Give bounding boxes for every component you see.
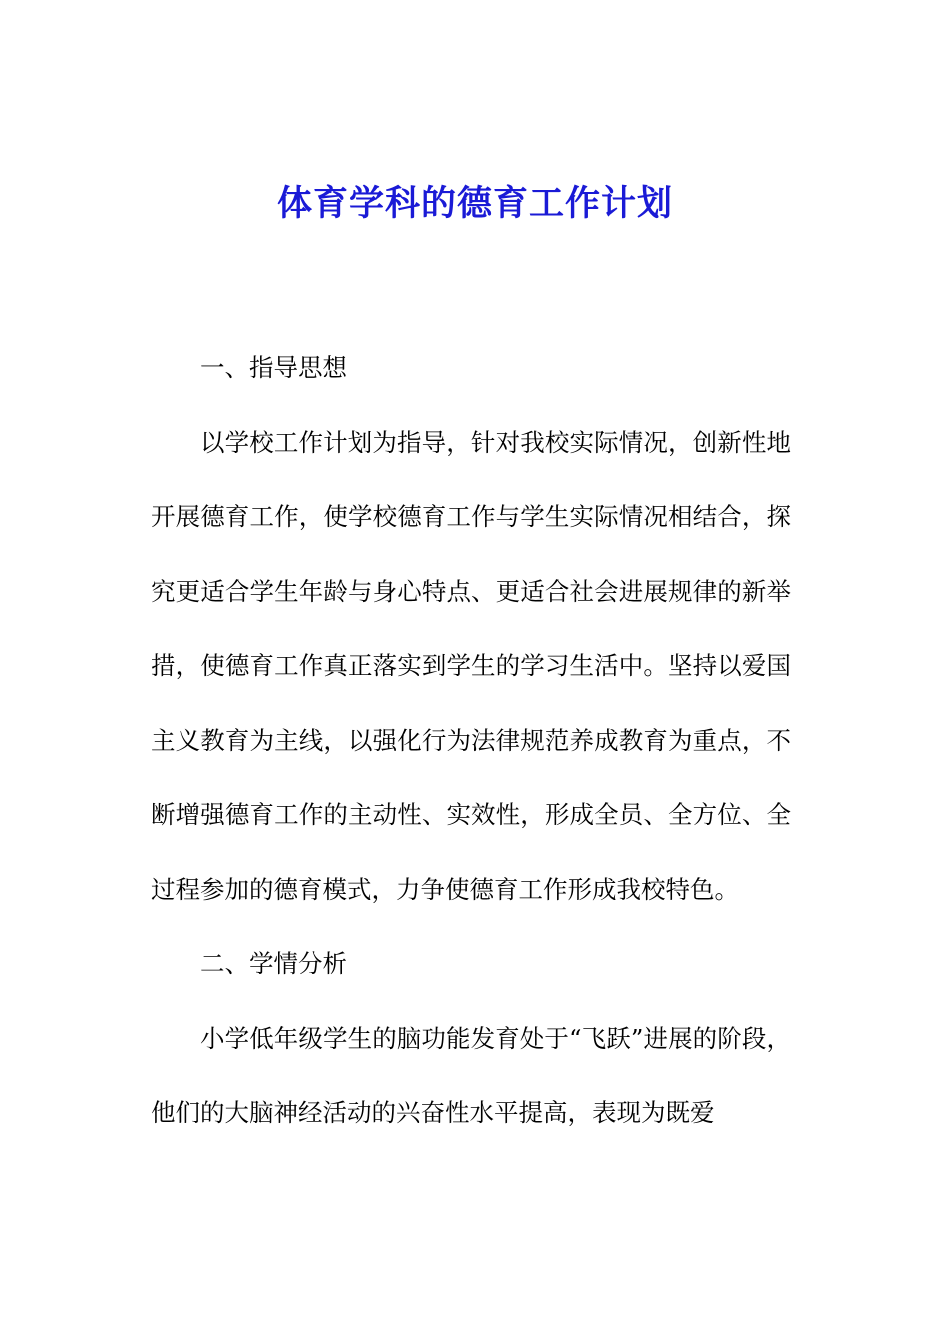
section-heading-guiding-ideology: 一、指导思想 bbox=[200, 353, 347, 382]
document-body bbox=[151, 331, 791, 1151]
section-heading-student-analysis: 二、学情分析 bbox=[200, 949, 347, 978]
document-title: 体育学科的德育工作计划 bbox=[276, 183, 673, 224]
section-paragraph-student-analysis: 小学低年级学生的脑功能发育处于“飞跃”进展的阶段，他们的大脑神经活动的兴奋性水平提高，表现为既爱 bbox=[151, 1023, 791, 1127]
section-paragraph-guiding-ideology: 以学校工作计划为指导，针对我校实际情况，创新性地开展德育工作，使学校德育工作与学生实际情况相结合，探究更适合学生年龄与身心特点、更适合社会进展规律的新举措，使德育工作真正落实到学生的学习生活中。坚持以爱国主义教育为主线，以强化行为法律规范养成教育为重点，不断增强德育工作的主动性、实效性，形成全员、全方位、全过程参加的德育模式，力争使德育工作形成我校特色。 bbox=[151, 427, 791, 904]
